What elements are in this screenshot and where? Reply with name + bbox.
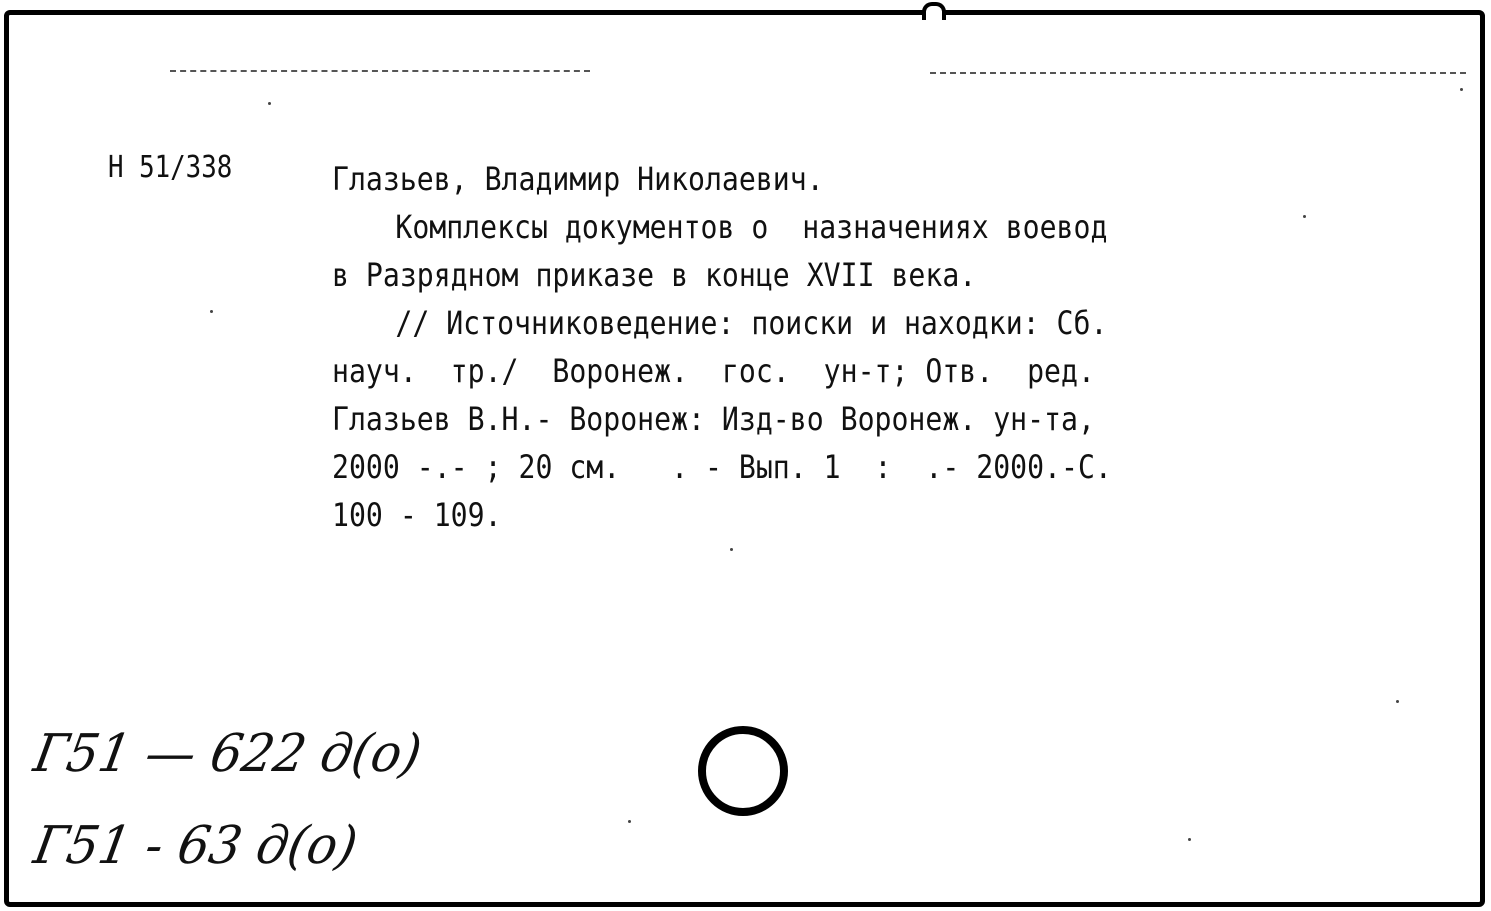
bibliographic-entry bbox=[332, 155, 1282, 539]
speck bbox=[730, 548, 733, 551]
entry-source-line: науч. тр./ Воронеж. гос. ун-т; Отв. ред. bbox=[332, 352, 1095, 390]
speck bbox=[210, 310, 213, 313]
entry-title-line: в Разрядном приказе в конце XVII века. bbox=[332, 256, 977, 294]
entry-title-line: Комплексы документов о назначениях воевод bbox=[395, 208, 1108, 246]
speck bbox=[1460, 88, 1463, 91]
card-notch bbox=[922, 2, 946, 20]
handwritten-call-number: Г51 - 63 д(о) bbox=[29, 816, 362, 876]
entry-source-line: Глазьев В.Н.- Воронеж: Изд-во Воронеж. ун-та, bbox=[332, 400, 1095, 438]
entry-author: Глазьев, Владимир Николаевич. bbox=[332, 160, 824, 198]
handwritten-call-number: Г51 — 622 д(о) bbox=[29, 724, 426, 784]
speck bbox=[1396, 700, 1399, 703]
top-dashed-line-right bbox=[930, 72, 1466, 74]
speck bbox=[1303, 215, 1306, 218]
speck bbox=[268, 102, 271, 105]
entry-source-line: // Источниковедение: поиски и находки: Сб. bbox=[395, 304, 1108, 342]
top-dashed-line-left bbox=[170, 70, 590, 72]
speck bbox=[1188, 838, 1191, 841]
entry-pages: 100 - 109. bbox=[332, 496, 502, 534]
shelfmark: Н 51/338 bbox=[108, 150, 233, 185]
entry-source-line: 2000 -.- ; 20 см. . - Вып. 1 : .- 2000.-С. bbox=[332, 448, 1112, 486]
punch-hole bbox=[698, 726, 788, 816]
speck bbox=[628, 820, 631, 823]
